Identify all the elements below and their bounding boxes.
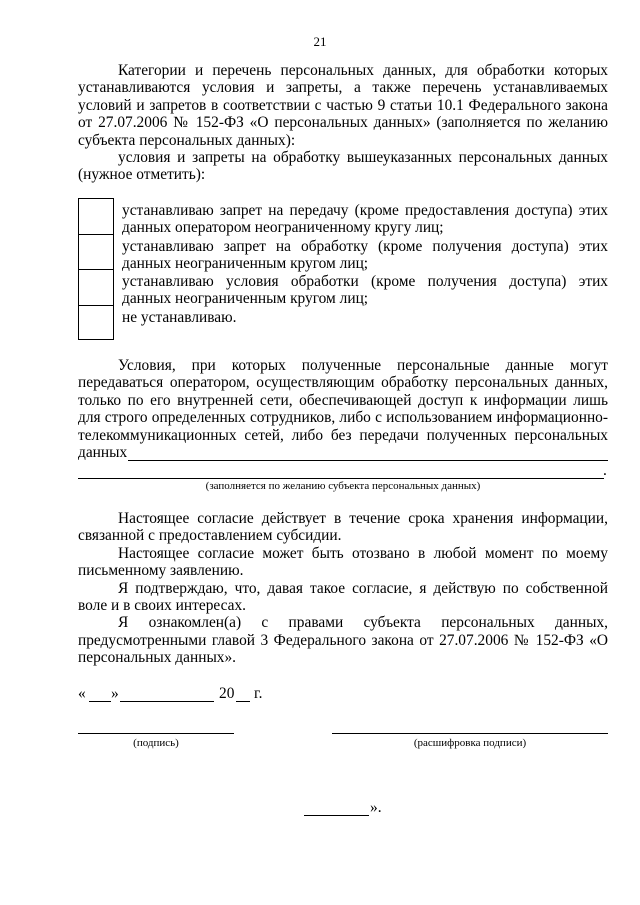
statement-free-will: Я подтверждаю, что, давая такое согласие, я действую по собственной воле и в своих интересах. bbox=[78, 579, 608, 615]
option-checkbox[interactable] bbox=[78, 269, 114, 305]
date-month-field[interactable] bbox=[120, 701, 214, 702]
statements-section bbox=[78, 510, 608, 667]
conditions-instruction: условия и запреты на обработку вышеуказанных персональных данных (нужное отметить): bbox=[78, 149, 608, 184]
option-row bbox=[78, 234, 608, 270]
date-year-suffix: г. bbox=[254, 685, 263, 702]
page-number: 21 bbox=[313, 34, 327, 49]
option-label: устанавливаю условия обработки (кроме получения доступа) этих данных неограниченным кругом лиц; bbox=[122, 273, 608, 308]
conditions-fill-line-1[interactable] bbox=[128, 460, 608, 461]
conditions-fill-line-2[interactable] bbox=[78, 478, 604, 479]
footer-end-text: ». bbox=[370, 799, 382, 816]
conditions-section bbox=[78, 357, 608, 461]
date-open-quote: « bbox=[78, 685, 86, 702]
option-checkbox[interactable] bbox=[78, 305, 114, 341]
statement-revocation: Настоящее согласие может быть отозвано в любой момент по моему письменному заявлению. bbox=[78, 544, 608, 580]
conditions-paragraph: Условия, при которых полученные персональные данные могут передаваться оператором, осуществляющим обработку персональных данных, только по его внутренней сети, обеспечивающей доступ к информации лишь для строго определенных сотрудников, либо с использованием информационно-телекоммуникационных сетей, либо без передачи полученных персональных данных bbox=[78, 357, 608, 462]
conditions-hint: (заполняется по желанию субъекта персональных данных) bbox=[205, 480, 481, 492]
date-close-quote: » bbox=[111, 685, 119, 702]
option-row bbox=[78, 269, 608, 308]
options-list bbox=[78, 198, 608, 340]
footer-blank-line[interactable] bbox=[304, 815, 369, 816]
signature-line[interactable] bbox=[78, 733, 234, 734]
option-row bbox=[78, 305, 608, 341]
option-checkbox[interactable] bbox=[78, 234, 114, 270]
conditions-end-period: . bbox=[603, 462, 607, 479]
statement-validity: Настоящее согласие действует в течение срока хранения информации, связанной с предоставлением субсидии. bbox=[78, 510, 608, 545]
statement-acknowledgement: Я ознакомлен(а) с правами субъекта персональных данных, предусмотренными главой 3 Федерального закона от 27.07.2006 № 152-ФЗ «О персональных данных». bbox=[78, 614, 608, 667]
intro-section bbox=[78, 62, 608, 184]
date-year-field[interactable] bbox=[236, 701, 250, 702]
option-label: устанавливаю запрет на передачу (кроме предоставления доступа) этих данных оператором неограниченному кругу лиц; bbox=[122, 202, 608, 237]
option-checkbox[interactable] bbox=[78, 198, 114, 234]
date-year-prefix: 20 bbox=[219, 685, 235, 702]
option-row bbox=[78, 198, 608, 237]
signature-decode-line[interactable] bbox=[332, 733, 608, 734]
intro-paragraph: Категории и перечень персональных данных, для обработки которых устанавливаются условия и запреты, а также перечень устанавливаемых условий и запретов в соответствии с частью 9 статьи 10.1 Федерального закона от 27.07.2006 № 152-ФЗ «О персональных данных» (заполняется по желанию субъекта персональных данных): bbox=[78, 62, 608, 149]
signature-caption: (подпись) bbox=[133, 737, 179, 749]
signature-decode-caption: (расшифровка подписи) bbox=[413, 737, 527, 749]
option-label: устанавливаю запрет на обработку (кроме получения доступа) этих данных неограниченным кругом лиц; bbox=[122, 237, 608, 272]
option-label: не устанавливаю. bbox=[122, 308, 237, 326]
date-day-field[interactable] bbox=[89, 701, 111, 702]
